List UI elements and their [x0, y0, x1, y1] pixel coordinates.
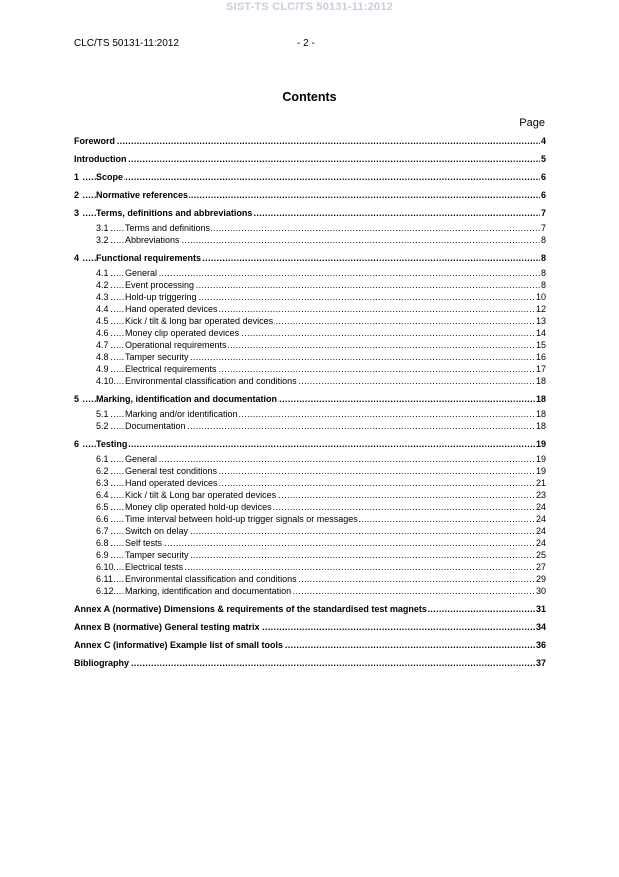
toc-entry-number: 5.1	[96, 409, 109, 419]
toc-entry-page: 24	[535, 514, 546, 524]
toc-entry[interactable]	[74, 351, 546, 363]
toc-entry-title: Environmental classification and conditions	[125, 574, 297, 584]
toc-entry-number: 6.9	[96, 550, 109, 560]
toc-entry[interactable]	[74, 420, 546, 432]
toc-entry-number: 6.11	[96, 574, 113, 584]
toc-entry-number: 5.2	[96, 421, 109, 431]
toc-entry-page: 23	[535, 490, 546, 500]
toc-entry-page: 36	[535, 640, 546, 650]
toc-entry-page: 24	[535, 538, 546, 548]
table-of-contents	[74, 135, 546, 669]
toc-entry-page: 18	[535, 394, 546, 404]
toc-entry-title: Environmental classification and conditions	[125, 376, 297, 386]
toc-entry-title: Hand operated devices	[125, 304, 218, 314]
toc-entry[interactable]	[74, 453, 546, 465]
toc-entry-page: 30	[535, 586, 546, 596]
toc-entry[interactable]	[74, 315, 546, 327]
toc-entry-page: 34	[535, 622, 546, 632]
toc-entry-title: Functional requirements	[96, 253, 202, 263]
toc-entry[interactable]	[74, 585, 546, 597]
toc-entry-title: General	[125, 454, 158, 464]
toc-entry-title: Hold-up triggering	[125, 292, 197, 302]
toc-entry-page: 14	[535, 328, 546, 338]
toc-entry[interactable]	[74, 537, 546, 549]
toc-entry-title: Documentation	[125, 421, 186, 431]
toc-entry[interactable]	[74, 393, 546, 405]
toc-entry[interactable]	[74, 603, 546, 615]
toc-entry[interactable]	[74, 501, 546, 513]
toc-entry[interactable]	[74, 513, 546, 525]
toc-entry-number: 6.7	[96, 526, 109, 536]
toc-entry-title: Money clip operated devices	[125, 328, 240, 338]
toc-entry-title: Tamper security	[125, 352, 189, 362]
toc-entry-number: 4	[74, 252, 82, 264]
toc-entry-number: 6.3	[96, 478, 109, 488]
toc-entry[interactable]	[74, 303, 546, 315]
toc-entry[interactable]	[74, 549, 546, 561]
toc-entry-page: 15	[535, 340, 546, 350]
toc-entry[interactable]	[74, 561, 546, 573]
toc-entry-title: Marking, identification and documentation	[125, 586, 292, 596]
toc-entry-page: 18	[535, 409, 546, 419]
toc-entry[interactable]	[74, 657, 546, 669]
page-number: - 2 -	[297, 38, 315, 49]
toc-entry-title: Hand operated devices	[125, 478, 218, 488]
toc-entry-number: 4.10	[96, 376, 114, 386]
toc-entry-number: 6	[74, 438, 82, 450]
toc-entry-page: 16	[535, 352, 546, 362]
toc-entry-title: Testing	[96, 439, 128, 449]
toc-entry-title: Terms, definitions and abbreviations	[96, 208, 253, 218]
toc-entry-page: 29	[535, 574, 546, 584]
toc-entry[interactable]	[74, 153, 546, 165]
toc-entry-title: General test conditions	[125, 466, 218, 476]
toc-entry-page: 8	[540, 235, 546, 245]
toc-entry-number: 6.12	[96, 586, 114, 596]
toc-entry[interactable]	[74, 465, 546, 477]
toc-entry-page: 19	[535, 466, 546, 476]
toc-entry-number: 4.7	[96, 340, 109, 350]
toc-entry-title: Marking, identification and documentation	[96, 394, 278, 404]
toc-entry-title: Time interval between hold-up trigger signals or messages	[125, 514, 358, 524]
toc-entry-page: 19	[535, 454, 546, 464]
toc-entry-page: 18	[535, 421, 546, 431]
toc-entry-page: 19	[535, 439, 546, 449]
toc-entry-number: 3.2	[96, 235, 109, 245]
page-column-label: Page	[519, 117, 545, 129]
toc-entry-number: 6.5	[96, 502, 109, 512]
toc-entry[interactable]	[74, 408, 546, 420]
toc-entry-number: 4.2	[96, 280, 109, 290]
toc-entry-title: Foreword	[74, 136, 116, 146]
toc-entry-page: 24	[535, 526, 546, 536]
toc-entry-page: 7	[540, 208, 546, 218]
toc-entry-page: 13	[535, 316, 546, 326]
toc-entry[interactable]	[74, 222, 546, 234]
toc-entry-number: 6.1	[96, 454, 109, 464]
toc-entry-number: 4.5	[96, 316, 109, 326]
toc-entry[interactable]	[74, 171, 546, 183]
toc-entry[interactable]	[74, 252, 546, 264]
toc-entry[interactable]	[74, 363, 546, 375]
toc-entry-page: 37	[535, 658, 546, 668]
toc-entry[interactable]	[74, 375, 546, 387]
toc-entry-title: Switch on delay	[125, 526, 189, 536]
toc-entry[interactable]	[74, 477, 546, 489]
toc-entry-number: 2	[74, 189, 82, 201]
toc-entry-page: 8	[540, 268, 546, 278]
toc-entry-page: 25	[535, 550, 546, 560]
toc-entry[interactable]	[74, 573, 546, 585]
toc-entry-title: Tamper security	[125, 550, 189, 560]
toc-entry-title: Introduction	[74, 154, 127, 164]
toc-entry-title: Kick / tilt & Long bar operated devices	[125, 490, 277, 500]
toc-entry-page: 7	[540, 223, 546, 233]
toc-entry-title: Bibliography	[74, 658, 130, 668]
toc-entry-page: 27	[535, 562, 546, 572]
toc-entry[interactable]	[74, 438, 546, 450]
toc-entry-title: Terms and definitions	[125, 223, 211, 233]
toc-entry-title: Abbreviations	[125, 235, 180, 245]
toc-entry-number: 4.6	[96, 328, 109, 338]
toc-entry[interactable]	[74, 291, 546, 303]
toc-entry-title: Money clip operated hold-up devices	[125, 502, 272, 512]
toc-entry-title: Self tests	[125, 538, 163, 548]
toc-entry-number: 3	[74, 207, 82, 219]
toc-entry[interactable]	[74, 639, 546, 651]
toc-entry-page: 4	[540, 136, 546, 146]
toc-entry-title: Kick / tilt & long bar operated devices	[125, 316, 274, 326]
toc-entry-number: 1	[74, 171, 82, 183]
toc-entry-page: 8	[540, 280, 546, 290]
toc-entry-title: Scope	[96, 172, 124, 182]
toc-entry[interactable]	[74, 267, 546, 279]
toc-entry-page: 24	[535, 502, 546, 512]
toc-entry[interactable]	[74, 234, 546, 246]
toc-entry-page: 12	[535, 304, 546, 314]
toc-entry-title: Annex B (normative) General testing matrix	[74, 622, 260, 632]
toc-entry-title: Annex A (normative) Dimensions & requirements of the standardised test magnets	[74, 604, 427, 614]
toc-entry-number: 6.10	[96, 562, 114, 572]
contents-title: Contents	[282, 90, 337, 104]
toc-entry[interactable]	[74, 339, 546, 351]
toc-entry-title: Electrical requirements	[125, 364, 217, 374]
toc-entry-number: 3.1	[96, 223, 109, 233]
toc-entry-number: 4.1	[96, 268, 109, 278]
toc-entry-number: 6.2	[96, 466, 109, 476]
toc-entry-number: 4.9	[96, 364, 109, 374]
toc-entry[interactable]	[74, 189, 546, 201]
toc-entry-number: 6.6	[96, 514, 109, 524]
toc-entry-page: 17	[535, 364, 546, 374]
toc-entry[interactable]	[74, 135, 546, 147]
toc-entry[interactable]	[74, 525, 546, 537]
toc-entry-title: Event processing	[125, 280, 195, 290]
toc-entry[interactable]	[74, 279, 546, 291]
toc-entry-number: 5	[74, 393, 82, 405]
toc-entry[interactable]	[74, 489, 546, 501]
toc-entry-number: 6.8	[96, 538, 109, 548]
toc-entry-title: General	[125, 268, 158, 278]
toc-entry-title: Operational requirements	[125, 340, 227, 350]
toc-entry-page: 10	[535, 292, 546, 302]
toc-entry-title: Normative references	[96, 190, 189, 200]
toc-entry-page: 21	[535, 478, 546, 488]
toc-entry-page: 6	[540, 190, 546, 200]
toc-entry-number: 6.4	[96, 490, 109, 500]
toc-entry[interactable]	[74, 207, 546, 219]
toc-entry-title: Marking and/or identification	[125, 409, 238, 419]
toc-entry-number: 4.8	[96, 352, 109, 362]
document-id: CLC/TS 50131-11:2012	[74, 38, 179, 49]
toc-entry-page: 31	[535, 604, 546, 614]
toc-entry-page: 6	[540, 172, 546, 182]
toc-entry-number: 4.3	[96, 292, 109, 302]
toc-entry-page: 18	[535, 376, 546, 386]
toc-entry[interactable]	[74, 327, 546, 339]
toc-entry-title: Electrical tests	[125, 562, 184, 572]
toc-entry-page: 8	[540, 253, 546, 263]
toc-entry-page: 5	[540, 154, 546, 164]
toc-entry[interactable]	[74, 621, 546, 633]
watermark: SIST-TS CLC/TS 50131-11:2012	[225, 1, 393, 13]
toc-entry-number: 4.4	[96, 304, 109, 314]
toc-entry-title: Annex C (informative) Example list of small tools	[74, 640, 284, 650]
